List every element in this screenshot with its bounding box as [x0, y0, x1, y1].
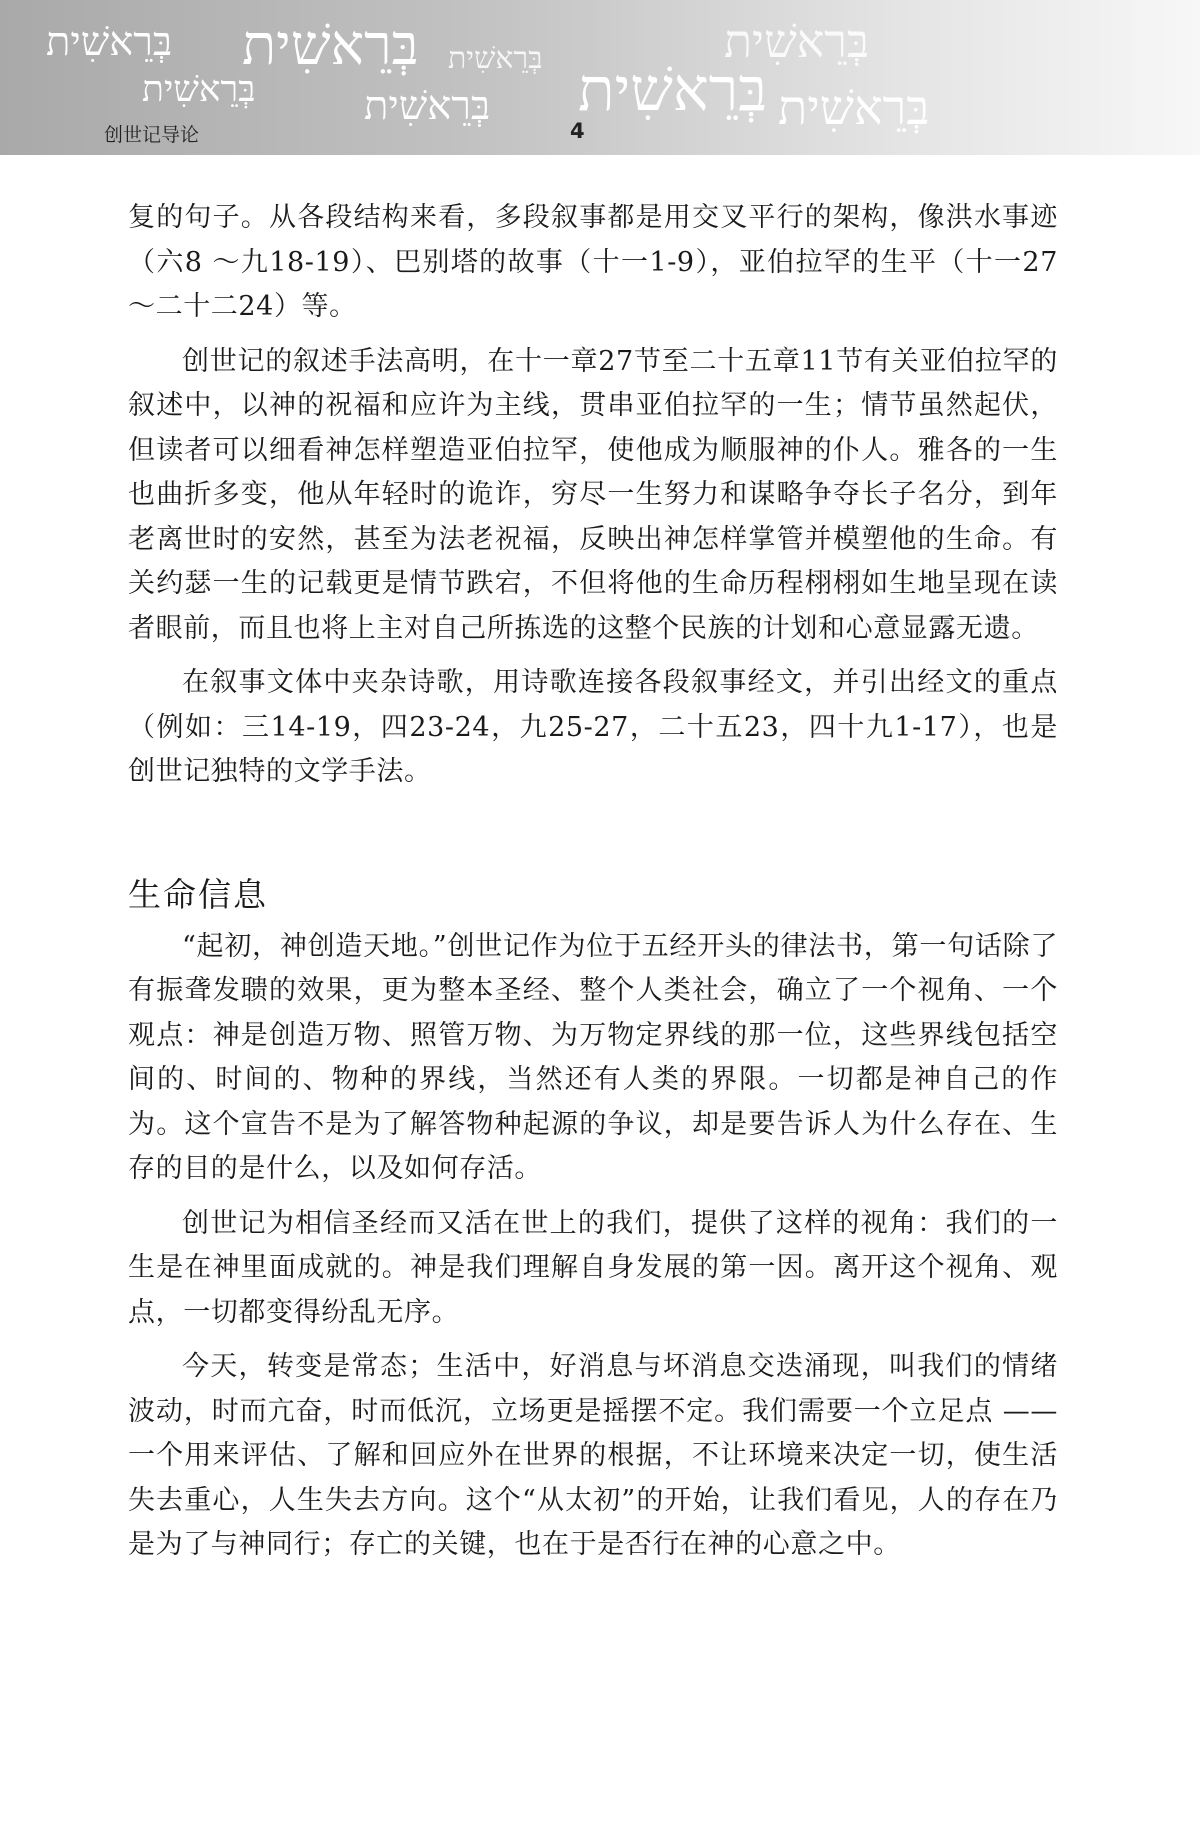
body-paragraph: 今天，转变是常态；生活中，好消息与坏消息交迭涌现，叫我们的情绪波动，时而亢奋，时而低沉，立场更是摇摆不定。我们需要一个立足点 ——一个用来评估、了解和回应外在世界的根据，不让环境来决定一切，使生活失去重心，人生失去方向。这个“从太初”的开始，让我们看见，人的存在乃是为了与神同行；存亡的关键，也在于是否行在神的心意之中。 — [128, 1351, 1058, 1560]
hebrew-watermark-8: בְּרֵאשִׁית — [778, 80, 930, 136]
page-header-banner — [0, 0, 1200, 155]
hebrew-watermark-2: בְּרֵאשִׁית — [242, 13, 419, 78]
body-paragraph: 复的句子。从各段结构来看，多段叙事都是用交叉平行的架构，像洪水事迹（六8 ～九18-19）、巴别塔的故事（十一1-9），亚伯拉罕的生平（十一27 ～二十二24）等。 — [128, 202, 1058, 322]
body-paragraph: 创世记为相信圣经而又活在世上的我们，提供了这样的视角：我们的一生是在神里面成就的。神是我们理解自身发展的第一因。离开这个视角、观点，一切都变得纷乱无序。 — [128, 1207, 1058, 1328]
running-title: 创世记导论 — [104, 124, 200, 146]
hebrew-watermark-5: בְּרֵאשִׁית — [364, 83, 491, 129]
hebrew-watermark-4: בְּרֵאשִׁית — [142, 69, 256, 110]
hebrew-watermark-6: בְּרֵאשִׁית — [578, 55, 768, 125]
section-heading: 生命信息 — [128, 874, 268, 914]
hebrew-watermark-7: בְּרֵאשִׁית — [724, 14, 870, 68]
body-paragraph: “起初，神创造天地。”创世记作为位于五经开头的律法书，第一句话除了有振聋发聩的效果，更为整本圣经、整个人类社会，确立了一个视角、一个观点：神是创造万物、照管万物、为万物定界线的那一位，这些界线包括空间的、时间的、物种的界线，当然还有人类的界限。一切都是神自己的作为。这个宣告不是为了解答物种起源的争议，却是要告诉人为什么存在、生存的目的是什么，以及如何存活。 — [128, 930, 1058, 1184]
hebrew-watermark-1: בְּרֵאשִׁית — [46, 19, 173, 65]
page-number: 4 — [570, 119, 585, 143]
body-paragraph: 在叙事文体中夹杂诗歌，用诗歌连接各段叙事经文，并引出经文的重点（例如：三14-19，四23-24，九25-27，二十五23，四十九1-17），也是创世记独特的文学手法。 — [128, 667, 1058, 787]
hebrew-watermark-3: בְּרֵאשִׁית — [448, 41, 543, 76]
page-body — [128, 196, 1058, 1578]
body-paragraph: 创世记的叙述手法高明，在十一章27节至二十五章11节有关亚伯拉罕的叙述中，以神的祝福和应许为主线，贯串亚伯拉罕的一生；情节虽然起伏，但读者可以细看神怎样塑造亚伯拉罕，使他成为顺服神的仆人。雅各的一生也曲折多变，他从年轻时的诡诈，穷尽一生努力和谋略争夺长子名分，到年老离世时的安然，甚至为法老祝福，反映出神怎样掌管并模塑他的生命。有关约瑟一生的记载更是情节跌宕，不但将他的生命历程栩栩如生地呈现在读者眼前，而且也将上主对自己所拣选的这整个民族的计划和心意显露无遗。 — [128, 345, 1058, 644]
